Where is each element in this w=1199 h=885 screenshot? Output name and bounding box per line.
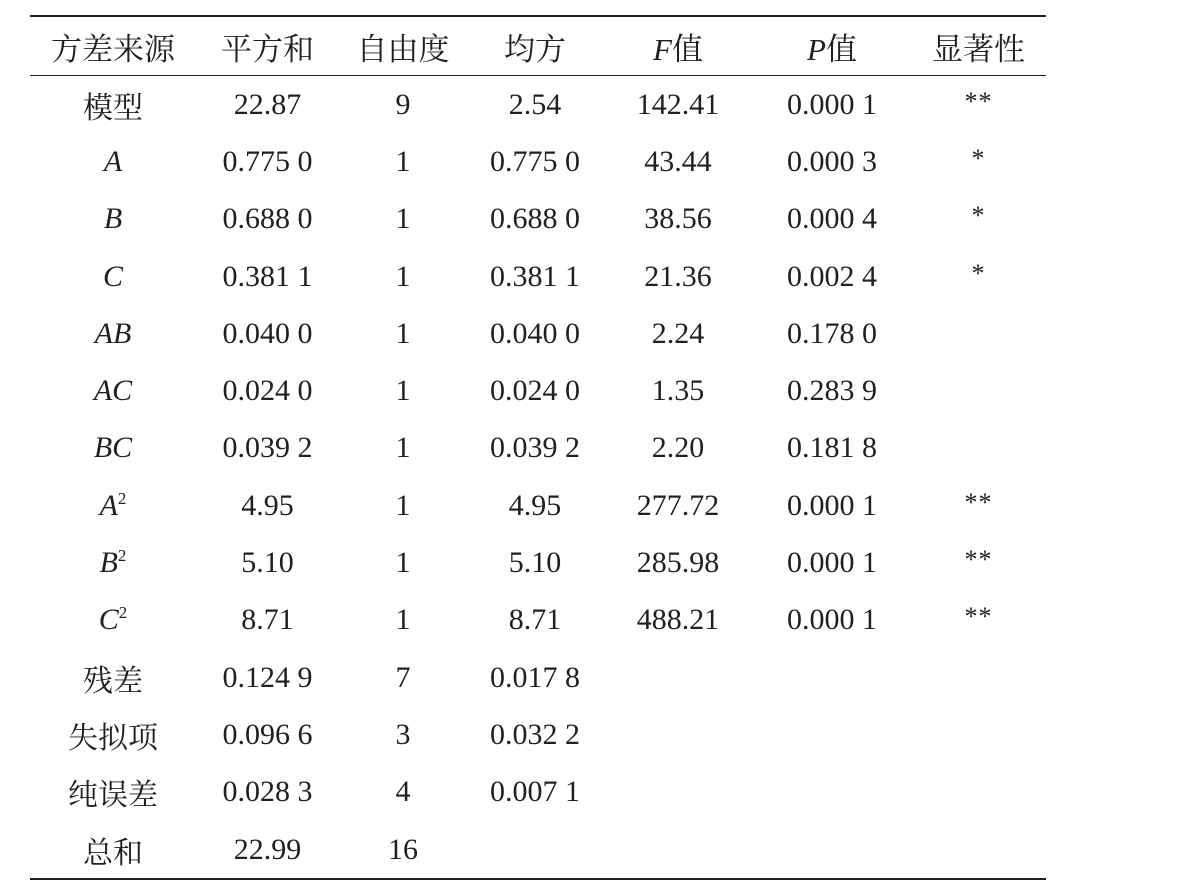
cell-degrees-of-freedom: 1 [395, 259, 411, 293]
cell-source: AC [93, 374, 133, 408]
header-mean-square: 均方 [504, 31, 566, 67]
cell-p-value: 0.283 9 [787, 374, 877, 408]
cell-mean-square: 4.95 [508, 488, 562, 522]
cell-source: $A^2$ [99, 488, 127, 522]
cell-significance: * [971, 143, 986, 173]
cell-f-value [603, 649, 753, 706]
table-row [30, 706, 1046, 763]
cell-sum-of-squares: 22.99 [233, 832, 302, 866]
cell-source: AB [94, 316, 132, 350]
header-f-value: F值 [653, 31, 703, 67]
cell-f-value: 2.20 [651, 431, 705, 465]
cell-degrees-of-freedom: 16 [388, 832, 418, 866]
cell-sum-of-squares: 0.124 9 [222, 660, 313, 694]
cell-source: A [103, 144, 123, 178]
cell-p-value: 0.000 1 [787, 488, 877, 522]
cell-significance: * [971, 258, 986, 288]
cell-degrees-of-freedom: 7 [395, 660, 411, 694]
cell-source: 失拟项 [68, 721, 158, 755]
cell-mean-square: 8.71 [508, 603, 562, 637]
table-row [30, 133, 1046, 190]
table-row [30, 191, 1046, 248]
cell-significance: ** [964, 602, 993, 632]
cell-degrees-of-freedom: 1 [395, 202, 411, 236]
cell-mean-square: 0.039 2 [490, 431, 580, 465]
table-row [30, 305, 1046, 362]
cell-significance [911, 649, 1046, 706]
cell-source: 总和 [83, 836, 143, 870]
cell-f-value: 488.21 [636, 603, 720, 637]
cell-f-value: 21.36 [644, 259, 712, 293]
cell-f-value: 2.24 [651, 316, 705, 350]
cell-mean-square: 0.688 0 [490, 202, 580, 236]
cell-f-value: 38.56 [644, 202, 712, 236]
cell-sum-of-squares: 0.775 0 [222, 144, 313, 178]
header-row [30, 16, 1046, 76]
cell-source: BC [93, 431, 133, 465]
anova-table [30, 15, 1046, 880]
cell-mean-square: 0.381 1 [490, 259, 580, 293]
cell-significance: ** [964, 487, 993, 517]
cell-mean-square: 0.007 1 [490, 775, 580, 809]
cell-significance [911, 420, 1046, 477]
cell-f-value [603, 706, 753, 763]
cell-sum-of-squares: 0.028 3 [222, 775, 313, 809]
cell-mean-square: 0.017 8 [490, 660, 580, 694]
cell-f-value [603, 764, 753, 821]
cell-sum-of-squares: 0.096 6 [222, 717, 313, 751]
cell-degrees-of-freedom: 1 [395, 603, 411, 637]
cell-sum-of-squares: 8.71 [241, 603, 294, 637]
table-header [30, 16, 1046, 76]
cell-mean-square: 0.032 2 [490, 717, 580, 751]
header-sum-of-squares: 平方和 [221, 31, 314, 67]
cell-degrees-of-freedom: 1 [395, 316, 411, 350]
cell-f-value: 142.41 [636, 87, 720, 121]
header-significance: 显著性 [932, 31, 1025, 67]
cell-p-value [753, 821, 911, 879]
header-source: 方差来源 [51, 31, 175, 67]
cell-degrees-of-freedom: 1 [395, 431, 411, 465]
table-row [30, 477, 1046, 534]
table-row [30, 76, 1046, 134]
cell-f-value: 277.72 [636, 488, 720, 522]
cell-source: C [102, 259, 123, 293]
cell-degrees-of-freedom: 1 [395, 374, 411, 408]
cell-significance [911, 706, 1046, 763]
cell-significance: * [971, 201, 986, 231]
cell-sum-of-squares: 22.87 [233, 87, 302, 121]
cell-degrees-of-freedom: 1 [395, 488, 411, 522]
cell-degrees-of-freedom: 1 [395, 546, 411, 580]
cell-p-value [753, 649, 911, 706]
cell-mean-square: 0.040 0 [490, 316, 580, 350]
cell-p-value: 0.181 8 [787, 431, 877, 465]
cell-p-value: 0.000 3 [787, 144, 877, 178]
cell-source: B [103, 202, 123, 236]
cell-mean-square [467, 821, 603, 879]
anova-table-container [30, 15, 1046, 880]
cell-degrees-of-freedom: 9 [395, 87, 411, 121]
cell-f-value: 285.98 [636, 546, 720, 580]
cell-p-value: 0.002 4 [787, 259, 877, 293]
cell-f-value: 1.35 [651, 374, 705, 408]
cell-mean-square: 5.10 [508, 546, 562, 580]
cell-significance [911, 305, 1046, 362]
cell-p-value [753, 764, 911, 821]
cell-p-value: 0.000 1 [787, 87, 877, 121]
table-row [30, 248, 1046, 305]
cell-mean-square: 2.54 [508, 87, 562, 121]
cell-significance [911, 821, 1046, 879]
table-row [30, 362, 1046, 419]
cell-source: 模型 [83, 91, 143, 125]
cell-f-value [603, 821, 753, 879]
header-p-value: P值 [807, 31, 857, 67]
cell-f-value: 43.44 [644, 144, 712, 178]
cell-mean-square: 0.775 0 [490, 144, 580, 178]
table-body [30, 76, 1046, 880]
table-row [30, 649, 1046, 706]
cell-source: $C^2$ [98, 603, 128, 637]
cell-p-value: 0.178 0 [787, 316, 877, 350]
cell-p-value: 0.000 4 [787, 202, 877, 236]
cell-source: $B^2$ [99, 546, 127, 580]
header-degrees-of-freedom: 自由度 [356, 31, 450, 67]
cell-degrees-of-freedom: 4 [395, 775, 411, 809]
cell-sum-of-squares: 0.040 0 [222, 316, 313, 350]
cell-p-value: 0.000 1 [787, 603, 877, 637]
cell-sum-of-squares: 0.039 2 [222, 431, 313, 465]
cell-degrees-of-freedom: 1 [395, 144, 411, 178]
cell-significance [911, 764, 1046, 821]
cell-source: 残差 [83, 664, 143, 698]
table-row [30, 821, 1046, 879]
table-row [30, 420, 1046, 477]
cell-significance: ** [964, 86, 993, 116]
cell-source: 纯误差 [68, 779, 158, 813]
cell-significance [911, 362, 1046, 419]
table-row [30, 534, 1046, 591]
cell-sum-of-squares: 4.95 [241, 488, 294, 522]
cell-degrees-of-freedom: 3 [395, 717, 411, 751]
table-row [30, 764, 1046, 821]
cell-significance: ** [964, 545, 993, 575]
cell-sum-of-squares: 0.024 0 [222, 374, 313, 408]
cell-sum-of-squares: 0.381 1 [222, 259, 313, 293]
cell-p-value: 0.000 1 [787, 546, 877, 580]
cell-sum-of-squares: 0.688 0 [222, 202, 313, 236]
cell-sum-of-squares: 5.10 [241, 546, 294, 580]
cell-mean-square: 0.024 0 [490, 374, 580, 408]
cell-p-value [753, 706, 911, 763]
table-row [30, 592, 1046, 649]
